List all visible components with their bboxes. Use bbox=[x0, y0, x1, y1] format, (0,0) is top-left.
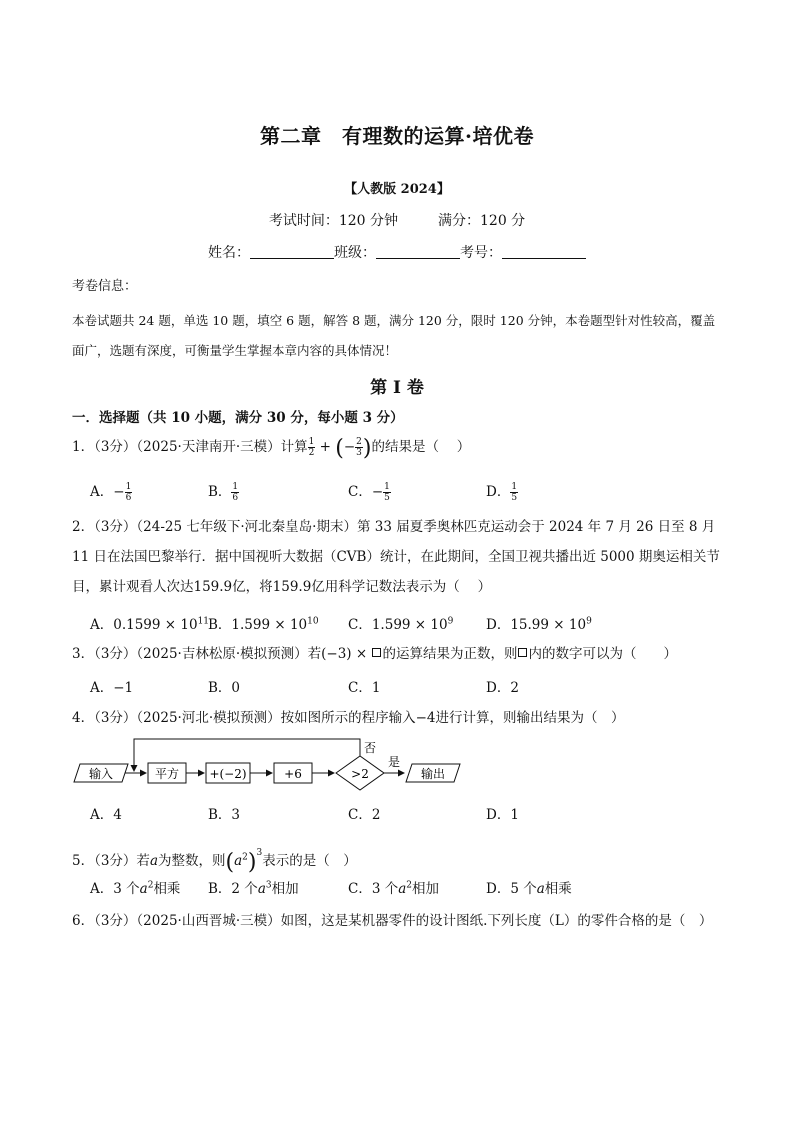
exam-meta bbox=[0, 210, 794, 230]
part-heading: 一．选择题（共 10 小题，满分 30 分，每小题 3 分） bbox=[72, 410, 404, 426]
q5-option-b[interactable]: B．2 个$a^3$相加 bbox=[208, 880, 299, 897]
q2-option-c[interactable]: C．$1.599 \times 10^9$ bbox=[348, 616, 454, 633]
edition-label: 【人教版 2024】 bbox=[344, 182, 450, 197]
flow-no-label: 否 bbox=[364, 741, 377, 755]
name-label: 姓名： bbox=[208, 245, 250, 261]
info-body: 本卷试题共 24 题，单选 10 题，填空 6 题，解答 8 题，满分 120 分，限时 120 分钟，本卷题型针对性较高，覆盖面广，选题有深度，可衡量学生掌握本章内容的具体情况！ bbox=[72, 313, 716, 358]
q2-option-d[interactable]: D．$15.99 \times 10^9$ bbox=[486, 616, 592, 633]
q1-frac1-den: 2 bbox=[308, 448, 315, 458]
q3-option-a[interactable]: A．−1 bbox=[90, 680, 134, 696]
q1-option-a[interactable]: A．− $\frac{1}{6}$ bbox=[90, 482, 132, 503]
q2-option-b[interactable]: B．$1.599 \times 10^{10}$ bbox=[208, 616, 319, 633]
q5-option-a[interactable]: A．3 个$a^2$相乘 bbox=[90, 880, 181, 897]
q5-paren-open: ( bbox=[225, 850, 235, 875]
q5-option-d[interactable]: D．5 个a相乘 bbox=[486, 881, 572, 897]
q1-paren-close: ) bbox=[362, 436, 372, 461]
class-blank[interactable] bbox=[376, 244, 460, 259]
exam-time: 考试时间：120 分钟 bbox=[268, 213, 398, 229]
q1-suffix: 的结果是（ ） bbox=[371, 439, 471, 455]
flow-square-label: 平方 bbox=[154, 767, 180, 781]
flow-add6-label: +6 bbox=[284, 767, 302, 781]
question-4: 4．（3分）（2025·河北·模拟预测）按如图所示的程序输入−4进行计算，则输出结果为（ ） bbox=[72, 710, 625, 726]
q3-suffix: 内的数字可以为（ ） bbox=[528, 646, 677, 662]
program-flowchart bbox=[70, 734, 470, 796]
q2-options bbox=[90, 613, 730, 639]
q3-middle: 的运算结果为正数，则 bbox=[382, 646, 518, 662]
q3-options bbox=[90, 676, 730, 702]
q4-options bbox=[90, 803, 730, 829]
q1-option-b[interactable]: B． $\frac{1}{6}$ bbox=[208, 482, 239, 503]
q1-option-d[interactable]: D． $\frac{1}{5}$ bbox=[486, 482, 518, 503]
id-blank[interactable] bbox=[502, 244, 586, 259]
question-3 bbox=[72, 639, 727, 669]
q1-paren-open: ( bbox=[335, 436, 344, 461]
q5-prefix: 5．（3分）若 bbox=[72, 853, 150, 869]
q5-inner-exp: 2 bbox=[242, 852, 248, 863]
name-blank[interactable] bbox=[250, 244, 334, 259]
q5-outer-exp: 3 bbox=[256, 848, 263, 858]
section-title: 第 I 卷 bbox=[370, 378, 424, 398]
q1-frac2-num: 2 bbox=[356, 437, 362, 447]
q3-box-2 bbox=[518, 648, 527, 657]
q1-prefix: 1．（3分）（2025·天津南开·三模）计算 bbox=[72, 439, 308, 455]
q4-option-d[interactable]: D．1 bbox=[486, 807, 519, 823]
full-score: 满分：120 分 bbox=[438, 213, 526, 229]
q5-option-c[interactable]: C．3 个$a^2$相加 bbox=[348, 880, 440, 897]
q4-option-c[interactable]: C．2 bbox=[348, 807, 381, 823]
q1-option-c[interactable]: C．− $\frac{1}{5}$ bbox=[348, 482, 390, 503]
id-label: 考号： bbox=[460, 245, 502, 261]
q1-frac1-num: 1 bbox=[308, 437, 315, 447]
flow-output-label: 输出 bbox=[420, 767, 446, 781]
question-1: 1．（3分）（2025·天津南开·三模）计算 $\frac{1}{2}$ + (− $\frac{2}{3}$ )的结果是（ ） bbox=[72, 436, 471, 461]
q3-option-b[interactable]: B．0 bbox=[208, 680, 241, 696]
q3-box-1 bbox=[372, 648, 381, 657]
q5-options bbox=[90, 877, 730, 903]
student-info-line bbox=[0, 242, 794, 262]
q1-plus: + bbox=[315, 439, 336, 455]
q1-frac2 bbox=[355, 437, 363, 458]
q3-option-d[interactable]: D．2 bbox=[486, 680, 519, 696]
question-5 bbox=[72, 838, 727, 878]
q3-prefix: 3．（3分）（2025·吉林松原·模拟预测）若(−3) × bbox=[72, 646, 372, 662]
class-label: 班级： bbox=[334, 245, 376, 261]
page-title: 第二章 有理数的运算·培优卷 bbox=[260, 124, 534, 148]
q4-option-a[interactable]: A．4 bbox=[90, 807, 122, 823]
q3-option-c[interactable]: C．1 bbox=[348, 680, 381, 696]
flow-yes-label: 是 bbox=[388, 755, 401, 769]
q5-middle: 为整数，则 bbox=[158, 853, 226, 869]
q1-frac2-den: 3 bbox=[356, 448, 362, 458]
q2-option-a[interactable]: A．$0.1599 \times 10^{11}$ bbox=[90, 616, 210, 633]
q5-paren-close: ) bbox=[247, 850, 257, 875]
flow-add-neg2-label: +(−2) bbox=[209, 767, 247, 781]
flow-compare-label: >2 bbox=[351, 767, 369, 781]
q5-base: a bbox=[234, 853, 243, 869]
q4-option-b[interactable]: B．3 bbox=[208, 807, 241, 823]
q1-options bbox=[90, 480, 730, 506]
q5-suffix: 表示的是（ ） bbox=[262, 853, 357, 869]
q5-var: a bbox=[149, 853, 158, 869]
info-heading: 考卷信息： bbox=[72, 279, 138, 294]
question-2: 2．（3分）（24-25 七年级下·河北秦皇岛·期末）第 33 届夏季奥林匹克运动会于 2024 年 7 月 26 日至 8 月 11 日在法国巴黎举行．据中国视听大数据（CVB）统计，在此期间，全国卫视共播出近 5000 期奥运相关节目，累计观看人次达159.9亿，将159.9亿用科学记数法表示为（ ） bbox=[72, 519, 720, 595]
question-6: 6．（3分）（2025·山西晋城·三模）如图，这是某机器零件的设计图纸.下列长度（L）的零件合格的是（ ） bbox=[72, 913, 713, 929]
flow-input-label: 输入 bbox=[88, 767, 114, 781]
